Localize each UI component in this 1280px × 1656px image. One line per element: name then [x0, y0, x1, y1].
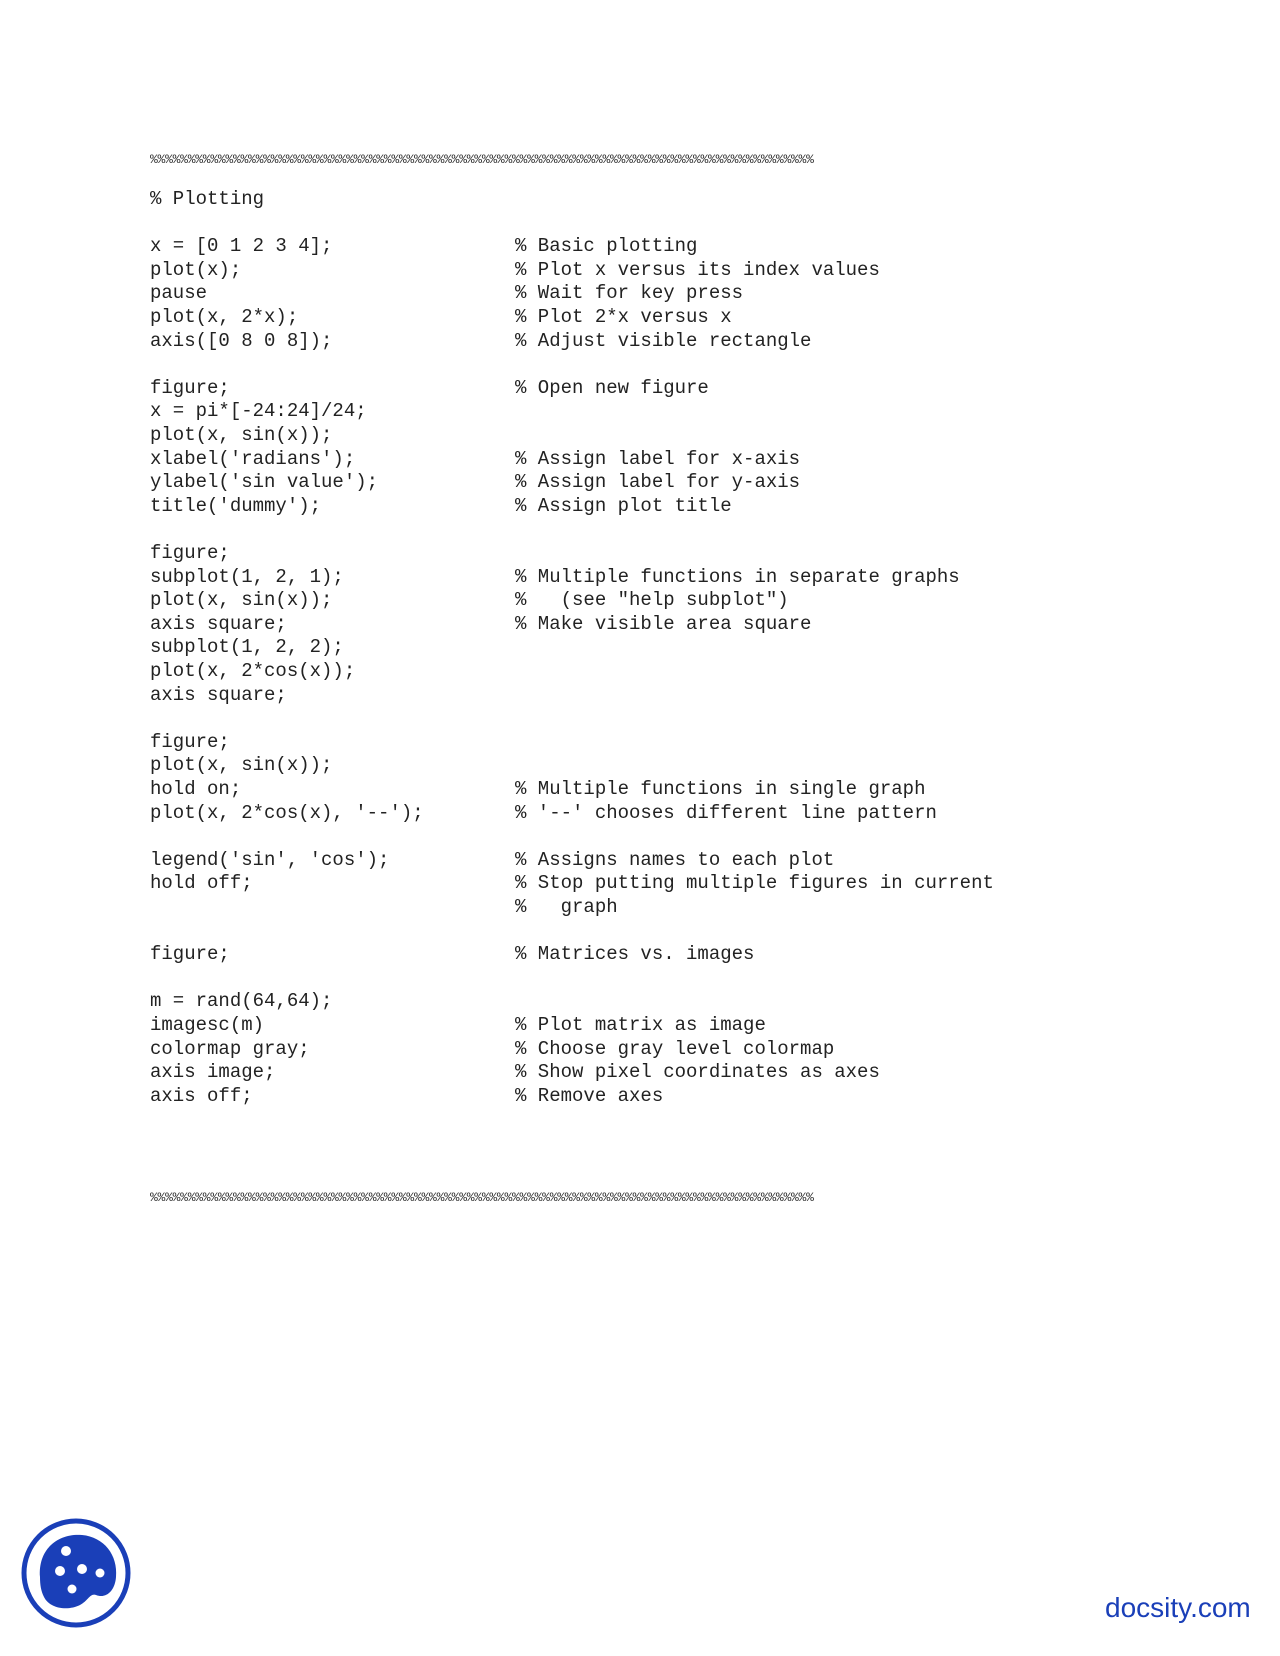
code-command: figure; — [150, 376, 230, 399]
code-comment: % Adjust visible rectangle — [515, 329, 812, 352]
percent-rule-top: %%%%%%%%%%%%%%%%%%%%%%%%%%%%%%%%%%%%%%%%%%%%%%%%%%%%%%%%%%%%%%%%%%%%%%%%%%%%%%%%%%%%%%%% — [150, 152, 814, 167]
code-command: imagesc(m) — [150, 1014, 265, 1036]
code-command: colormap gray; — [150, 1037, 310, 1060]
code-command: % Plotting — [150, 188, 265, 210]
code-comment: % Assign label for y-axis — [515, 471, 801, 494]
code-command: xlabel('radians'); — [150, 447, 356, 470]
code-command: hold off; — [150, 872, 253, 895]
code-comment: % Show pixel coordinates as axes — [515, 1061, 880, 1084]
code-command: plot(x, 2*cos(x), '--'); — [150, 801, 424, 824]
code-command: figure; — [150, 730, 230, 753]
code-comment: % Basic plotting — [515, 235, 698, 258]
code-command: plot(x, 2*cos(x)); — [150, 660, 356, 682]
code-comment: % Multiple functions in separate graphs — [515, 565, 960, 588]
code-comment: % Multiple functions in single graph — [515, 778, 926, 800]
code-comment: % Choose gray level colormap — [515, 1037, 835, 1060]
code-command: subplot(1, 2, 2); — [150, 636, 344, 659]
code-command: axis square; — [150, 683, 287, 706]
code-comment: % Open new figure — [515, 376, 709, 399]
code-comment: % Plot matrix as image — [515, 1014, 766, 1036]
code-command: x = [0 1 2 3 4]; — [150, 235, 333, 258]
code-comment: % Assign plot title — [515, 494, 732, 517]
docsity-logo-icon[interactable] — [20, 1517, 132, 1629]
docsity-brand-link[interactable]: docsity.com — [1105, 1592, 1251, 1623]
code-command: x = pi*[-24:24]/24; — [150, 400, 367, 423]
code-command: m = rand(64,64); — [150, 990, 333, 1013]
code-command: axis([0 8 0 8]); — [150, 329, 333, 352]
code-comment: % (see "help subplot") — [515, 589, 789, 612]
code-comment: % Assign label for x-axis — [515, 447, 801, 470]
code-comment: % '--' chooses different line pattern — [515, 801, 937, 824]
code-comment: % Plot 2*x versus x — [515, 306, 732, 328]
code-command: ylabel('sin value'); — [150, 471, 379, 494]
code-command: plot(x); — [150, 258, 242, 281]
code-comment: % Remove axes — [515, 1084, 664, 1107]
code-command: plot(x, sin(x)); — [150, 754, 333, 777]
code-command: title('dummy'); — [150, 494, 322, 517]
code-comment: % Matrices vs. images — [515, 943, 755, 966]
code-comment: % Assigns names to each plot — [515, 848, 835, 871]
code-command: pause — [150, 282, 208, 305]
code-command: figure; — [150, 943, 230, 966]
code-command: axis off; — [150, 1084, 253, 1107]
percent-rule-bottom: %%%%%%%%%%%%%%%%%%%%%%%%%%%%%%%%%%%%%%%%%%%%%%%%%%%%%%%%%%%%%%%%%%%%%%%%%%%%%%%%%%%%%%%% — [150, 1190, 814, 1205]
code-command: figure; — [150, 542, 230, 564]
code-command: hold on; — [150, 778, 242, 800]
code-command: plot(x, sin(x)); — [150, 589, 333, 612]
code-comment: % Make visible area square — [515, 612, 812, 635]
code-command: legend('sin', 'cos'); — [150, 848, 390, 871]
code-command: plot(x, sin(x)); — [150, 424, 333, 446]
code-comment: % Stop putting multiple figures in current — [515, 872, 994, 895]
code-command: axis square; — [150, 612, 287, 635]
code-command: axis image; — [150, 1061, 276, 1084]
code-comment: % Wait for key press — [515, 282, 744, 305]
code-command: subplot(1, 2, 1); — [150, 565, 344, 588]
code-comment: % graph — [515, 896, 618, 918]
code-command: plot(x, 2*x); — [150, 306, 299, 328]
code-comment: % Plot x versus its index values — [515, 258, 880, 281]
